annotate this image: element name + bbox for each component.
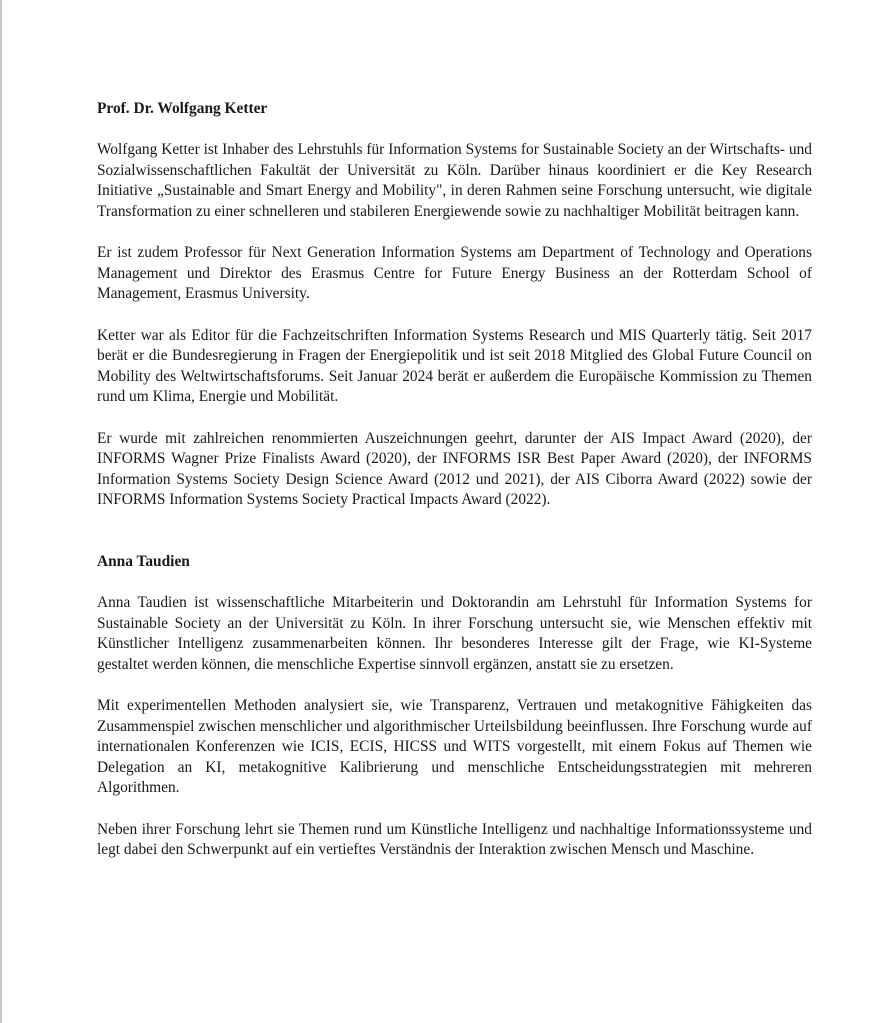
person-name-heading: Anna Taudien [97,552,190,570]
bio-paragraph: Anna Taudien ist wissenschaftliche Mitarbeiterin und Doktorandin am Lehrstuhl für Information Systems for Sustainable Society an der Universität zu Köln. In ihrer Forschung untersucht sie, wie Menschen effektiv mit Künstlicher Intelligenz zusammenarbeiten können. Ihr besonderes Interesse gilt der Frage, wie KI-Systeme gestaltet werden können, die menschliche Expertise sinnvoll ergänzen, anstatt sie zu ersetzen. [97,594,812,673]
bio-paragraph: Neben ihrer Forschung lehrt sie Themen rund um Künstliche Intelligenz und nachhaltige Informationssysteme und legt dabei den Schwerpunkt auf ein vertieftes Verständnis der Interaktion zwischen Mensch und Maschine. [97,820,812,859]
document-content [97,99,812,881]
bio-paragraph: Wolfgang Ketter ist Inhaber des Lehrstuhls für Information Systems for Sustainable Society an der Wirtschafts- und Sozialwissenschaftlichen Fakultät der Universität zu Köln. Darüber hinaus koordiniert er die Key Research Initiative „Sustainable and Smart Energy and Mobility", in deren Rahmen seine Forschung untersucht, wie digitale Transformation zu einer schnelleren und stabileren Energiewende sowie zu nachhaltiger Mobilität beitragen kann. [97,141,812,220]
bio-paragraph: Mit experimentellen Methoden analysiert sie, wie Transparenz, Vertrauen und metakognitive Fähigkeiten das Zusammenspiel zwischen menschlicher und algorithmischer Urteilsbildung beeinflussen. Ihre Forschung wurde auf internationalen Konferenzen wie ICIS, ECIS, HICSS und WITS vorgestellt, mit einem Fokus auf Themen wie Delegation an KI, metakognitive Kalibrierung und menschliche Entscheidungsstrategien mit mehreren Algorithmen. [97,697,812,797]
bio-paragraph: Ketter war als Editor für die Fachzeitschriften Information Systems Research und MIS Quarterly tätig. Seit 2017 berät er die Bundesregierung in Fragen der Energiepolitik und ist seit 2018 Mitglied des Global Future Council on Mobility des Weltwirtschaftsforums. Seit Januar 2024 berät er außerdem die Europäische Kommission zu Themen rund um Klima, Energie und Mobilität. [97,326,812,406]
bio-paragraph: Er wurde mit zahlreichen renommierten Auszeichnungen geehrt, darunter der AIS Impact Award (2020), der INFORMS Wagner Prize Finalists Award (2020), der INFORMS ISR Best Paper Award (2020), der INFORMS Information Systems Society Design Science Award (2012 und 2021), der AIS Ciborra Award (2022) sowie der INFORMS Information Systems Society Practical Impacts Award (2022). [97,429,812,509]
bio-section-taudien [97,552,812,861]
bio-paragraph: Er ist zudem Professor für Next Generation Information Systems am Department of Technology and Operations Management und Direktor des Erasmus Centre for Future Energy Business an der Rotterdam School of Management, Erasmus University. [97,244,812,303]
person-name-heading: Prof. Dr. Wolfgang Ketter [97,100,268,117]
bio-section-ketter [97,99,812,511]
